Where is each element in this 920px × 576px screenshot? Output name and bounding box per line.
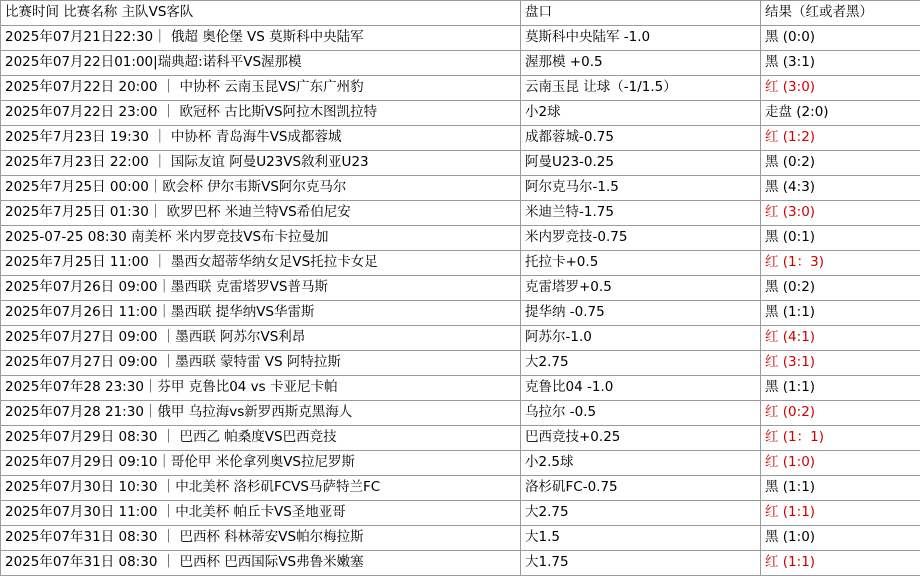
match-cell: 2025年07月30日 11:00 ｜中北美杯 帕丘卡VS圣地亚哥 — [1, 501, 521, 526]
result-cell: 红 (4:1) — [761, 326, 920, 351]
table-row — [1, 126, 920, 151]
handicap-cell: 小2.5球 — [521, 451, 761, 476]
column-header-result: 结果（红或者黑） — [761, 1, 920, 26]
handicap-cell: 乌拉尔 -0.5 — [521, 401, 761, 426]
table-row — [1, 426, 920, 451]
handicap-cell: 成都蓉城-0.75 — [521, 126, 761, 151]
table-row — [1, 76, 920, 101]
match-cell: 2025年7月25日 11:00 ｜ 墨西女超蒂华纳女足VS托拉卡女足 — [1, 251, 521, 276]
match-cell: 2025年7月25日 00:00｜欧会杯 伊尔韦斯VS阿尔克马尔 — [1, 176, 521, 201]
table-row — [1, 501, 920, 526]
match-cell: 2025年07年31日 08:30 ｜ 巴西杯 巴西国际VS弗鲁米嫩塞 — [1, 551, 521, 576]
match-cell: 2025年07月29日 08:30 ｜ 巴西乙 帕桑度VS巴西竞技 — [1, 426, 521, 451]
result-cell: 黑 (1:1) — [761, 476, 920, 501]
table-body — [1, 26, 920, 576]
result-cell: 黑 (0:2) — [761, 151, 920, 176]
match-cell: 2025年07月27日 09:00 ｜墨西联 蒙特雷 VS 阿特拉斯 — [1, 351, 521, 376]
table-row — [1, 176, 920, 201]
handicap-cell: 小2球 — [521, 101, 761, 126]
result-cell: 黑 (1:1) — [761, 376, 920, 401]
handicap-cell: 提华纳 -0.75 — [521, 301, 761, 326]
table-row — [1, 226, 920, 251]
result-cell: 红 (1:1) — [761, 501, 920, 526]
handicap-cell: 大1.75 — [521, 551, 761, 576]
handicap-cell: 阿苏尔-1.0 — [521, 326, 761, 351]
result-cell: 红 (1:0) — [761, 451, 920, 476]
result-cell: 红 (3:1) — [761, 351, 920, 376]
table-row — [1, 551, 920, 576]
handicap-cell: 托拉卡+0.5 — [521, 251, 761, 276]
result-cell: 黑 (0:2) — [761, 276, 920, 301]
result-cell: 红 (0:2) — [761, 401, 920, 426]
match-cell: 2025年07月26日 09:00｜墨西联 克雷塔罗VS普马斯 — [1, 276, 521, 301]
match-cell: 2025年07月27日 09:00 ｜墨西联 阿苏尔VS利昂 — [1, 326, 521, 351]
result-cell: 黑 (4:3) — [761, 176, 920, 201]
match-cell: 2025年7月25日 01:30｜ 欧罗巴杯 米迪兰特VS希伯尼安 — [1, 201, 521, 226]
handicap-cell: 大2.75 — [521, 351, 761, 376]
handicap-cell: 大1.5 — [521, 526, 761, 551]
result-cell: 红 (3:0) — [761, 201, 920, 226]
result-cell: 黑 (0:0) — [761, 26, 920, 51]
match-cell: 2025-07-25 08:30 南美杯 米内罗竞技VS布卡拉曼加 — [1, 226, 521, 251]
handicap-cell: 克鲁比04 -1.0 — [521, 376, 761, 401]
result-cell: 红 (1：1) — [761, 426, 920, 451]
match-cell: 2025年07月30日 10:30 ｜中北美杯 洛杉矶FCVS马萨特兰FC — [1, 476, 521, 501]
table-row — [1, 476, 920, 501]
handicap-cell: 洛杉矶FC-0.75 — [521, 476, 761, 501]
result-cell: 黑 (0:1) — [761, 226, 920, 251]
column-header-match: 比赛时间 比赛名称 主队VS客队 — [1, 1, 521, 26]
handicap-cell: 渥那模 +0.5 — [521, 51, 761, 76]
match-cell: 2025年07月22日 23:00 ｜ 欧冠杯 古比斯VS阿拉木图凯拉特 — [1, 101, 521, 126]
table-row — [1, 326, 920, 351]
table-row — [1, 201, 920, 226]
result-cell: 红 (1：3) — [761, 251, 920, 276]
match-cell: 2025年7月23日 19:30 ｜ 中协杯 青岛海牛VS成都蓉城 — [1, 126, 521, 151]
table-row — [1, 151, 920, 176]
result-cell: 黑 (1:1) — [761, 301, 920, 326]
handicap-cell: 米迪兰特-1.75 — [521, 201, 761, 226]
handicap-cell: 云南玉昆 让球（-1/1.5） — [521, 76, 761, 101]
table-row — [1, 351, 920, 376]
match-cell: 2025年07年31日 08:30 ｜ 巴西杯 科林蒂安VS帕尔梅拉斯 — [1, 526, 521, 551]
table-row — [1, 301, 920, 326]
handicap-cell: 米内罗竞技-0.75 — [521, 226, 761, 251]
match-cell: 2025年07月22日01:00|瑞典超:诺科平VS渥那模 — [1, 51, 521, 76]
result-cell: 走盘 (2:0) — [761, 101, 920, 126]
table-row — [1, 376, 920, 401]
result-cell: 红 (1:2) — [761, 126, 920, 151]
handicap-cell: 阿尔克马尔-1.5 — [521, 176, 761, 201]
match-cell: 2025年07月26日 11:00｜墨西联 提华纳VS华雷斯 — [1, 301, 521, 326]
match-cell: 2025年07月29日 09:10｜哥伦甲 米伦拿列奥VS拉尼罗斯 — [1, 451, 521, 476]
match-cell: 2025年07月21日22:30｜ 俄超 奥伦堡 VS 莫斯科中央陆军 — [1, 26, 521, 51]
result-cell: 红 (1:1) — [761, 551, 920, 576]
handicap-cell: 巴西竞技+0.25 — [521, 426, 761, 451]
table-row — [1, 51, 920, 76]
match-cell: 2025年07月22日 20:00 ｜ 中协杯 云南玉昆VS广东广州豹 — [1, 76, 521, 101]
table-row — [1, 26, 920, 51]
match-cell: 2025年07年28 23:30｜芬甲 克鲁比04 vs 卡亚尼卡帕 — [1, 376, 521, 401]
result-cell: 黑 (1:0) — [761, 526, 920, 551]
match-cell: 2025年07月28 21:30｜俄甲 乌拉海vs新罗西斯克黑海人 — [1, 401, 521, 426]
handicap-cell: 大2.75 — [521, 501, 761, 526]
table-row — [1, 451, 920, 476]
table-row — [1, 526, 920, 551]
table-header-row — [1, 1, 920, 26]
table-row — [1, 401, 920, 426]
table-row — [1, 101, 920, 126]
handicap-cell: 莫斯科中央陆军 -1.0 — [521, 26, 761, 51]
match-cell: 2025年7月23日 22:00 ｜ 国际友谊 阿曼U23VS敘利亚U23 — [1, 151, 521, 176]
handicap-cell: 克雷塔罗+0.5 — [521, 276, 761, 301]
table-row — [1, 276, 920, 301]
result-cell: 红 (3:0) — [761, 76, 920, 101]
handicap-cell: 阿曼U23-0.25 — [521, 151, 761, 176]
result-cell: 黑 (3:1) — [761, 51, 920, 76]
table-row — [1, 251, 920, 276]
column-header-handicap: 盘口 — [521, 1, 761, 26]
